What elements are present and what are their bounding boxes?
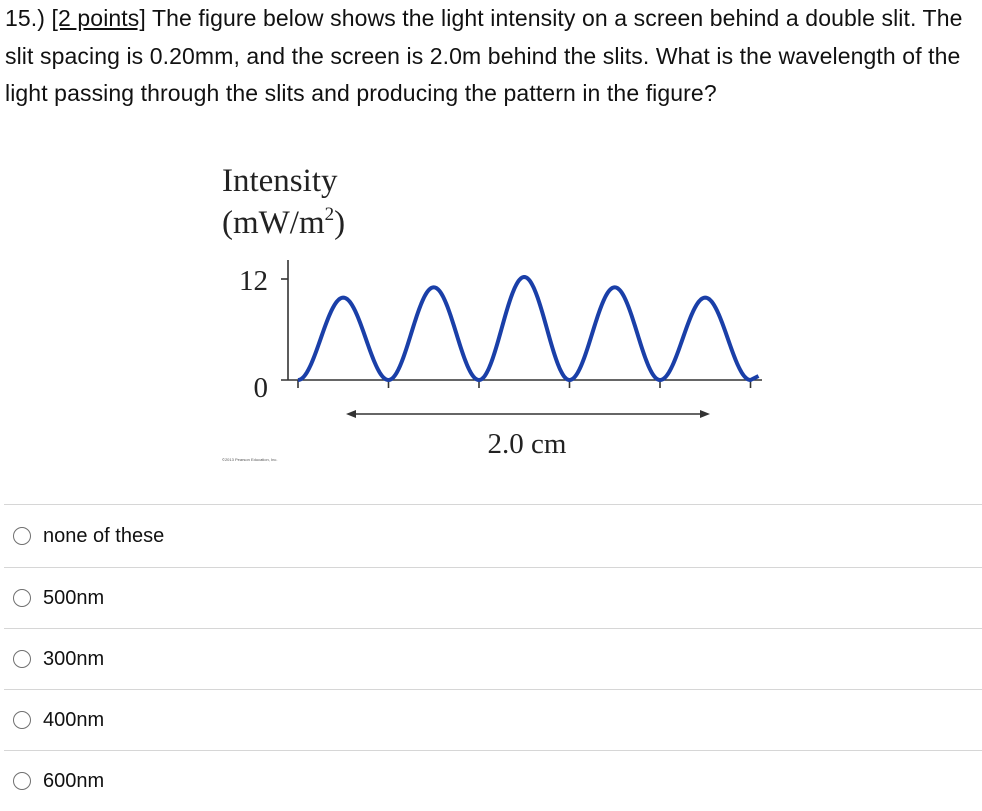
choice-label: 300nm <box>43 647 105 670</box>
span-arrow-right-head <box>700 410 710 418</box>
intensity-figure <box>210 160 780 470</box>
y-axis-label-line1: Intensity <box>222 163 338 199</box>
answer-choices <box>4 504 982 811</box>
span-arrow-left-head <box>346 410 356 418</box>
x-axis-ticks <box>298 380 751 388</box>
radio-button[interactable] <box>13 527 31 545</box>
choice-label: 400nm <box>43 708 105 731</box>
choice-label: 500nm <box>43 586 105 609</box>
copyright-text: ©2013 Pearson Education, Inc. <box>222 457 278 462</box>
choice-400nm[interactable] <box>4 689 982 750</box>
radio-button[interactable] <box>13 589 31 607</box>
question-text <box>5 0 975 113</box>
question-body: The figure below shows the light intensity on a screen behind a double slit. The slit spacing is 0.20mm, and the screen is 2.0m behind the slits. What is the wavelength of the light passing through the slits and producing the pattern in the figure? <box>5 5 963 106</box>
intensity-curve <box>298 277 759 380</box>
radio-button[interactable] <box>13 650 31 668</box>
y-axis-label-line2: $(mW/m^2)$ <box>222 204 346 241</box>
choice-label: none of these <box>43 524 165 547</box>
radio-button[interactable] <box>13 711 31 729</box>
choice-600nm[interactable] <box>4 750 982 811</box>
y-tick-label-max: 12 <box>239 265 268 297</box>
choice-label: 600nm <box>43 769 105 792</box>
choice-500nm[interactable] <box>4 567 982 628</box>
span-label: 2.0 cm <box>487 428 567 460</box>
question-number: 15.) <box>5 5 46 31</box>
choice-none-of-these[interactable] <box>4 504 982 567</box>
y-tick-label-zero: 0 <box>253 372 268 404</box>
choice-300nm[interactable] <box>4 628 982 689</box>
points-link[interactable]: [2 points] <box>51 5 146 31</box>
radio-button[interactable] <box>13 772 31 790</box>
